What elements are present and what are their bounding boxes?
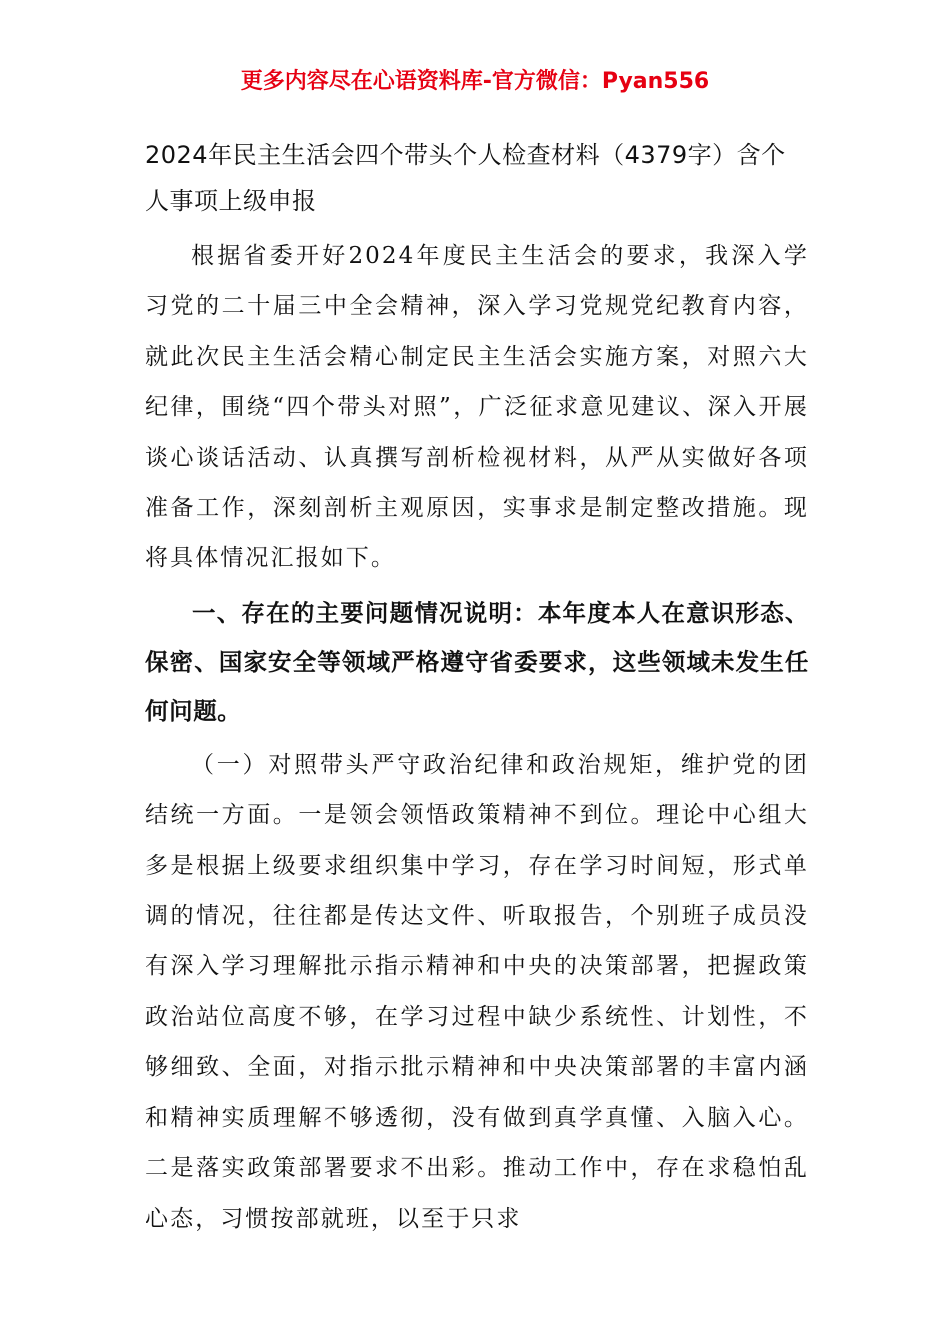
- document-title: 2024年民主生活会四个带头个人检查材料（4379字）含个人事项上级申报: [145, 141, 786, 215]
- section-heading: 一、存在的主要问题情况说明：本年度本人在意识形态、保密、国家安全等领域严格遵守省委要求，这些领域未发生任何问题。: [145, 598, 809, 725]
- section-body-paragraph: （一）对照带头严守政治纪律和政治规矩，维护党的团结统一方面。一是领会领悟政策精神不到位。理论中心组大多是根据上级要求组织集中学习，存在学习时间短，形式单调的情况，往往都是传达文件、听取报告，个别班子成员没有深入学习理解批示指示精神和中央的决策部署，把握政策政治站位高度不够，在学习过程中缺少系统性、计划性，不够细致、全面，对指示批示精神和中央决策部署的丰富内涵和精神实质理解不够透彻，没有做到真学真懂、入脑入心。二是落实政策部署要求不出彩。推动工作中，存在求稳怕乱心态，习惯按部就班，以至于只求: [145, 751, 809, 1232]
- watermark-banner: 更多内容尽在心语资料库-官方微信：Pyan556: [240, 69, 710, 94]
- document-body: [145, 132, 809, 1244]
- intro-paragraph: 根据省委开好2024年度民主生活会的要求，我深入学习党的二十届三中全会精神，深入学习党规党纪教育内容，就此次民主生活会精心制定民主生活会实施方案，对照六大纪律，围绕“四个带头对照”，广泛征求意见建议、深入开展谈心谈话活动、认真撰写剖析检视材料，从严从实做好各项准备工作，深刻剖析主观原因，实事求是制定整改措施。现将具体情况汇报如下。: [145, 243, 809, 572]
